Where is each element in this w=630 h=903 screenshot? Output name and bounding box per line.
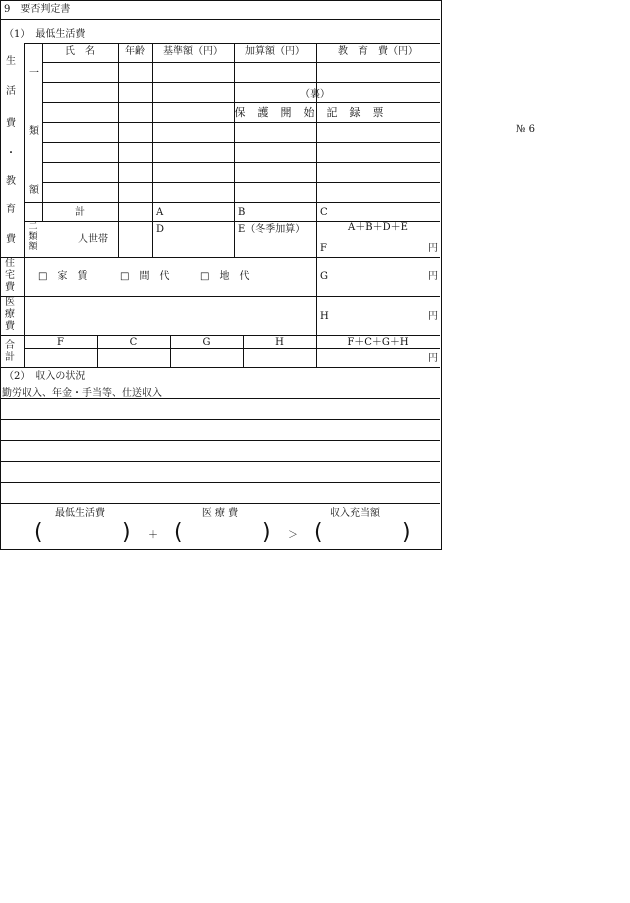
grid-hline bbox=[0, 19, 440, 20]
grid-hline bbox=[42, 162, 440, 163]
assessment-form bbox=[0, 0, 442, 550]
grid-vline bbox=[97, 335, 98, 367]
grid-vline bbox=[24, 257, 25, 296]
mark-g: G bbox=[320, 271, 328, 282]
grid-hline bbox=[24, 202, 440, 203]
mark-f: F bbox=[320, 243, 327, 254]
section-2-title: （2） 収入の状況 bbox=[4, 371, 86, 382]
page-subheader: （裏） bbox=[300, 89, 330, 100]
section-9-title: 9 要否判定書 bbox=[4, 4, 71, 15]
grid-hline bbox=[0, 257, 440, 258]
row-total-label: 計 bbox=[75, 207, 85, 218]
grid-hline bbox=[24, 43, 440, 44]
section-1-title: （1） 最低生活費 bbox=[4, 29, 86, 40]
grid-vline bbox=[152, 43, 153, 257]
document-number: № 6 bbox=[515, 124, 535, 135]
housing-rent[interactable]: □ 家 賃 bbox=[38, 271, 88, 282]
housing-room[interactable]: □ 間 代 bbox=[120, 271, 170, 282]
mark-c: C bbox=[320, 207, 328, 218]
income-types: 勤労収入、年金・手当等、仕送収入 bbox=[2, 388, 162, 399]
header-add: 加算額（円） bbox=[245, 46, 305, 57]
grid-vline bbox=[118, 43, 119, 257]
mark-b: B bbox=[238, 207, 246, 218]
grid-hline bbox=[42, 102, 440, 103]
grid-hline bbox=[24, 221, 440, 222]
mark-d: D bbox=[156, 224, 165, 235]
label-class1-2: 類 bbox=[29, 126, 39, 137]
grid-hline bbox=[42, 82, 440, 83]
label-class1-1: 一 bbox=[29, 68, 39, 79]
label-seikatsu-1: 生 bbox=[6, 56, 16, 67]
header-name: 氏 名 bbox=[65, 46, 95, 57]
grid-hline bbox=[0, 296, 440, 297]
total-col-g: G bbox=[202, 337, 211, 348]
total-col-sum: F＋C＋G＋H bbox=[347, 337, 409, 348]
gt-sign: ＞ bbox=[288, 530, 298, 541]
paren-close-3: ) bbox=[402, 520, 411, 545]
grid-hline bbox=[0, 367, 440, 368]
grid-vline bbox=[42, 43, 43, 221]
page-title: 保護開始記録票 bbox=[234, 106, 396, 119]
paren-open-3: ( bbox=[314, 520, 323, 545]
grid-hline bbox=[42, 142, 440, 143]
grid-hline bbox=[0, 419, 440, 420]
bottom-min-living: 最低生活費 bbox=[55, 508, 105, 519]
label-class1-3: 額 bbox=[29, 185, 39, 196]
grid-hline bbox=[42, 122, 440, 123]
paren-open-1: ( bbox=[34, 520, 43, 545]
grid-vline bbox=[24, 335, 25, 367]
bottom-medical: 医 療 費 bbox=[201, 508, 239, 519]
label-seikatsu-2: 活 bbox=[6, 86, 16, 97]
grid-hline bbox=[0, 461, 440, 462]
mark-a: A bbox=[156, 207, 164, 218]
label-seikatsu-3: 費 bbox=[6, 118, 16, 129]
label-seikatsu-5: 教 bbox=[6, 176, 16, 187]
grid-hline bbox=[42, 182, 440, 183]
yen-g: 円 bbox=[428, 271, 438, 282]
grid-vline bbox=[170, 335, 171, 367]
grid-vline bbox=[316, 257, 317, 296]
grid-hline bbox=[24, 348, 440, 349]
label-class2: 二類額 bbox=[28, 222, 38, 252]
paren-close-2: ) bbox=[262, 520, 271, 545]
mark-h: H bbox=[320, 311, 329, 322]
grid-vline bbox=[316, 296, 317, 335]
household-label: 人世帯 bbox=[78, 234, 108, 245]
grid-vline bbox=[24, 296, 25, 335]
housing-label: 住宅費 bbox=[5, 258, 15, 293]
paren-close-1: ) bbox=[122, 520, 131, 545]
bottom-income: 収入充当額 bbox=[330, 508, 380, 519]
total-label: 合計 bbox=[5, 340, 15, 363]
paren-open-2: ( bbox=[174, 520, 183, 545]
grid-vline bbox=[24, 221, 25, 257]
header-base: 基準額（円） bbox=[163, 46, 223, 57]
header-age: 年齢 bbox=[125, 46, 145, 57]
total-col-h: H bbox=[275, 337, 284, 348]
plus-sign: ＋ bbox=[148, 530, 158, 541]
formula-abde: A＋B＋D＋E bbox=[348, 222, 408, 233]
label-seikatsu-7: 費 bbox=[6, 234, 16, 245]
grid-vline bbox=[243, 335, 244, 367]
medical-label: 医療費 bbox=[5, 297, 15, 332]
grid-hline bbox=[0, 398, 440, 399]
grid-vline bbox=[234, 43, 235, 257]
grid-vline bbox=[316, 335, 317, 367]
grid-hline bbox=[0, 440, 440, 441]
total-col-f: F bbox=[57, 337, 64, 348]
yen-total: 円 bbox=[428, 353, 438, 364]
yen-h: 円 bbox=[428, 311, 438, 322]
grid-hline bbox=[0, 482, 440, 483]
yen-f: 円 bbox=[428, 243, 438, 254]
total-col-c: C bbox=[129, 337, 138, 348]
header-edu: 教 育 費（円） bbox=[338, 46, 418, 57]
mark-e: E（冬季加算） bbox=[238, 224, 306, 235]
grid-hline bbox=[0, 335, 440, 336]
grid-vline bbox=[316, 43, 317, 257]
label-seikatsu-6: 育 bbox=[6, 204, 16, 215]
grid-hline bbox=[42, 62, 440, 63]
grid-hline bbox=[0, 503, 440, 504]
housing-land[interactable]: □ 地 代 bbox=[200, 271, 250, 282]
label-seikatsu-4: ・ bbox=[6, 148, 16, 159]
